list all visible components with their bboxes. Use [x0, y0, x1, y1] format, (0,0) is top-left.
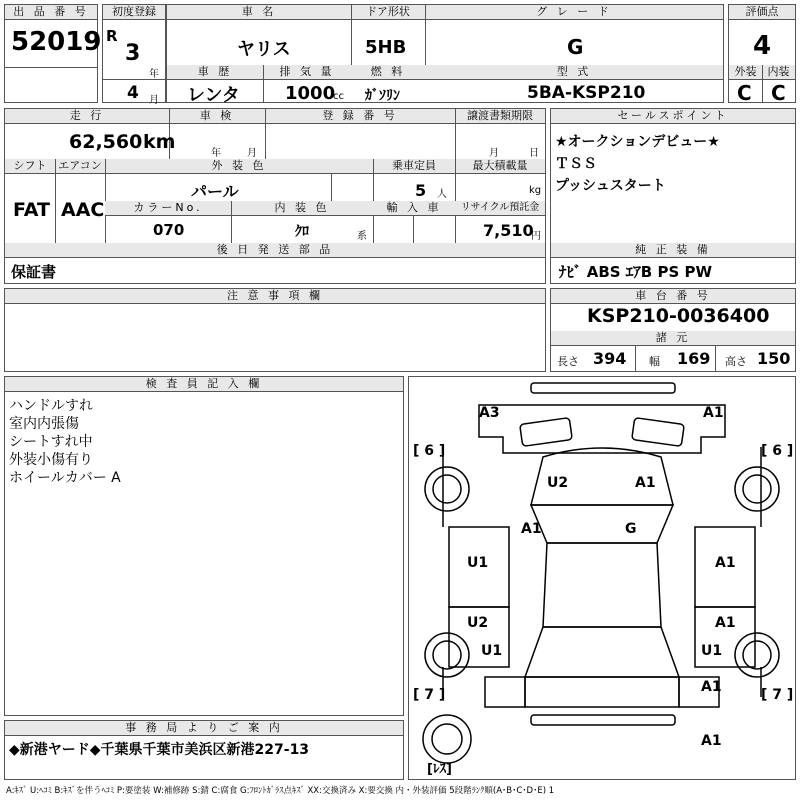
model-code: 5BA-KSP210: [527, 83, 646, 103]
car-diagram-panel: [408, 376, 796, 780]
inspection-year-unit: 年: [211, 148, 221, 159]
vehicle-history: レンタ: [187, 85, 240, 106]
transfer-header: 譲渡書類期限: [455, 109, 545, 124]
model-header: 型 式: [425, 65, 723, 80]
later-parts: 保証書: [11, 263, 57, 281]
chassis-block: [550, 288, 796, 372]
damage-mark-9: U2: [467, 615, 489, 631]
damage-mark-7: U1: [467, 555, 489, 571]
later-parts-header: 後 日 発 送 部 品: [5, 243, 545, 258]
inspector-note-4: 外装小傷有り: [9, 452, 93, 468]
exterior-score: C: [737, 81, 752, 105]
capacity-unit: 人: [437, 189, 447, 200]
width-value: 169: [677, 349, 711, 368]
damage-mark-5: A1: [521, 521, 542, 537]
aircon-header: エアコン: [55, 159, 105, 174]
tire-front-right: [ 6 ]: [761, 443, 794, 459]
first-registration-cell: [102, 4, 166, 106]
inspector-note-1: ハンドルすれ: [9, 398, 93, 414]
fuel-header: 燃 料: [351, 65, 425, 80]
office-header: 事 務 局 よ り ご 案 内: [5, 721, 403, 736]
first-registration-header: 初度登録: [103, 5, 165, 20]
grade: G: [567, 35, 584, 59]
tire-front-left: [ 6 ]: [413, 443, 446, 459]
damage-mark-4: A1: [635, 475, 656, 491]
score-header: 評価点: [729, 5, 795, 20]
sales-point-header: セールスポイント: [551, 109, 795, 124]
registration-header: 登 録 番 号: [265, 109, 455, 124]
car-name-header: 車 名: [167, 5, 351, 20]
capacity-value: 5: [415, 181, 427, 200]
damage-mark-10: A1: [715, 615, 736, 631]
damage-mark-2: A1: [703, 405, 724, 421]
width-label: 幅: [649, 355, 660, 368]
fuel-type: ｶﾞｿﾘﾝ: [365, 88, 400, 104]
overall-score: 4: [753, 31, 772, 61]
notes-header: 注 意 事 項 欄: [5, 289, 545, 304]
damage-mark-13: A1: [701, 679, 722, 695]
spare-tire-label: [ﾚｽ]: [427, 762, 452, 777]
int-color: ｸﾛ: [295, 224, 309, 240]
genuine-header: 純 正 装 備: [551, 243, 795, 258]
lot-number-header: 出 品 番 号: [5, 5, 97, 20]
history-header: 車 歴: [167, 65, 263, 80]
sales-point-3: プッシュスタート: [555, 178, 666, 194]
height-label: 高さ: [725, 355, 747, 368]
interior-header: 内装: [762, 65, 795, 80]
recycle-header: リサイクル預託金: [455, 201, 545, 216]
capacity-header: 乗車定員: [373, 159, 455, 174]
door-type: 5HB: [365, 37, 407, 58]
color-no-header: カラーNo.: [105, 201, 231, 216]
details-block: [4, 108, 546, 284]
inspection-header: 車 検: [169, 109, 265, 124]
office-block: [4, 720, 404, 780]
notes-block: [4, 288, 546, 372]
mileage-unit: km: [143, 131, 176, 153]
damage-mark-6: G: [625, 521, 637, 537]
exterior-header: 外装: [729, 65, 762, 80]
displacement: 1000: [285, 83, 336, 104]
ext-color-header: 外 装 色: [105, 159, 373, 174]
car-info-block: [166, 4, 724, 106]
registration-month: 4: [127, 83, 139, 103]
lot-number-cell: [4, 4, 102, 103]
car-name: ヤリス: [237, 39, 291, 60]
transfer-day-unit: 日: [529, 148, 539, 159]
damage-mark-14: A1: [701, 733, 722, 749]
car-diagram: [409, 377, 795, 779]
import-header: 輸 入 車: [373, 201, 455, 216]
damage-mark-12: U1: [701, 643, 723, 659]
shift-type: FAT: [13, 199, 50, 221]
mileage-value: 62,560: [69, 131, 143, 153]
mileage-header: 走 行: [5, 109, 169, 124]
inspector-note-3: シートすれ中: [9, 434, 93, 450]
max-load-header: 最大積載量: [455, 159, 545, 174]
damage-mark-3: U2: [547, 475, 569, 491]
specs-header: 諸 元: [551, 331, 795, 346]
damage-mark-11: U1: [481, 643, 503, 659]
inspection-month-unit: 月: [247, 148, 257, 159]
grade-header: グ レ ー ド: [425, 5, 723, 20]
score-cell: [728, 4, 796, 103]
displacement-unit: cc: [333, 91, 344, 102]
transfer-month-unit: 月: [489, 148, 499, 159]
tire-rear-left: [ 7 ]: [413, 687, 446, 703]
int-color-header: 内 装 色: [231, 201, 373, 216]
office-note: ◆新港ヤード◆千葉県千葉市美浜区新港227-13: [9, 742, 310, 758]
damage-mark-1: A3: [479, 405, 500, 421]
genuine-equipment: ﾅﾋﾞ ABS ｴｱB PS PW: [559, 263, 713, 281]
registration-year: 3: [125, 41, 141, 66]
color-number: 070: [153, 221, 185, 239]
aircon-type: AAC: [61, 199, 105, 221]
inspector-header: 検 査 員 記 入 欄: [5, 377, 403, 392]
int-color-unit: 系: [357, 231, 367, 242]
max-load-unit: kg: [529, 185, 542, 196]
era-label: R: [106, 27, 118, 45]
sales-point-block: [550, 108, 796, 284]
chassis-number: KSP210-0036400: [587, 305, 770, 327]
damage-mark-8: A1: [715, 555, 736, 571]
shift-header: シフト: [5, 159, 55, 174]
sales-point-1: ★オークションデビュー★: [555, 134, 720, 150]
sales-point-2: ＴＳＳ: [555, 156, 597, 172]
length-value: 394: [593, 349, 627, 368]
inspector-block: [4, 376, 404, 716]
year-unit: 年: [149, 69, 159, 80]
recycle-value: 7,510: [483, 221, 534, 240]
displacement-header: 排 気 量: [263, 65, 351, 80]
height-value: 150: [757, 349, 791, 368]
chassis-header: 車 台 番 号: [551, 289, 795, 304]
legend-text: A:ｷｽﾞ U:ﾍｺﾐ B:ｷｽﾞを伴うﾍｺﾐ P:要塗装 W:補修跡 S:錆 C:腐食 G:ﾌﾛﾝﾄｶﾞﾗｽ点ｷｽﾞ XX:交換済み X:要交換 内・外装評価 5段階ﾗﾝｸ順(A･B･C･D･E) 1: [6, 786, 555, 796]
lot-number: 52019: [11, 27, 102, 57]
inspector-note-5: ホイールカバー A: [9, 470, 121, 486]
tire-rear-right: [ 7 ]: [761, 687, 794, 703]
month-unit: 月: [149, 95, 159, 106]
ext-color: パール: [191, 182, 239, 201]
door-header: ドア形状: [351, 5, 425, 20]
length-label: 長さ: [557, 355, 579, 368]
inspector-note-2: 室内内張傷: [9, 416, 79, 432]
recycle-unit: 円: [531, 231, 541, 242]
interior-score: C: [771, 81, 786, 105]
